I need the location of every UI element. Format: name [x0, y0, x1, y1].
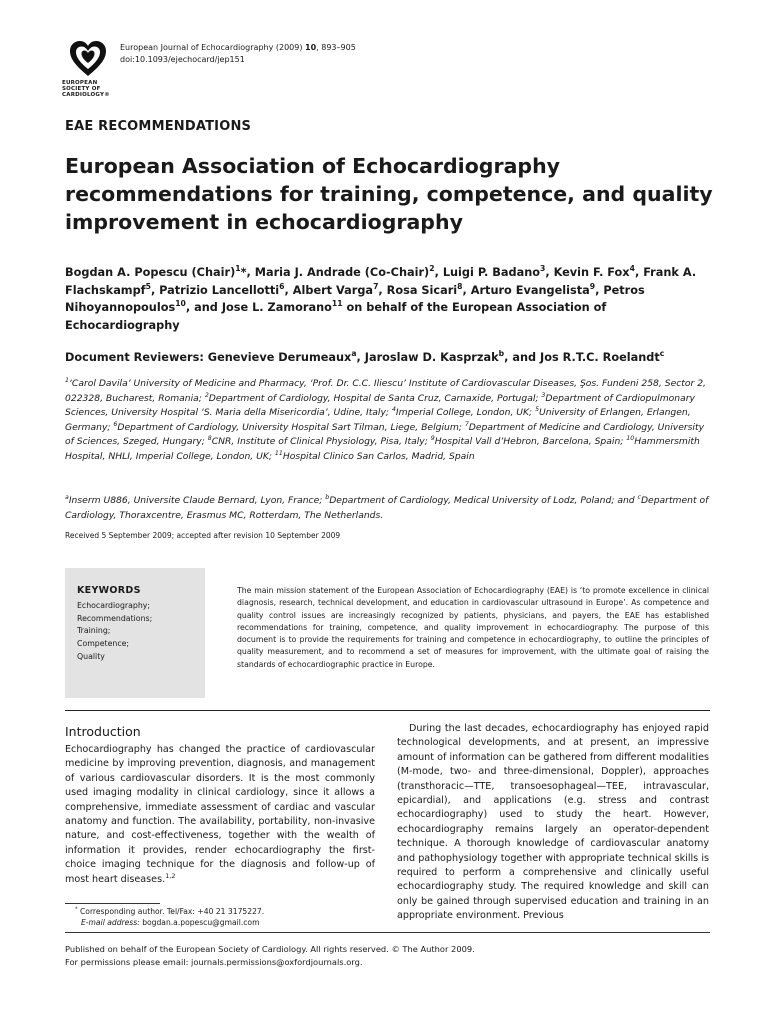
affiliations [65, 377, 715, 464]
affiliation-sup: 10 [626, 434, 635, 442]
reviewer-name: and Jos R.T.C. Roelandt [512, 351, 660, 364]
abstract: The main mission statement of the European Association of Echocardiography (EAE) is ‘to promote excellence in clinical diagnosis, research, technical development, and education in cardiovascular ultrasound in Europe’. As competence and quality control issues are increasingly recognized by patients, physicians, and payers, the EAE has established recommendations for training, competence, and quality improvement in echocardiography. The purpose of this document is to provide the requirements for training and competence in echocardiography, to outline the principles of quality measurement, and to recommend a set of measures for improvement, with the ultimate goal of raising the standards of echocardiographic practice in Europe. [237, 586, 709, 669]
publisher-notice [65, 943, 475, 969]
reviewer-name-sep: , [356, 351, 365, 364]
affiliation-sup: 4 [391, 405, 396, 413]
footnote-text: Corresponding author. Tel/Fax: +40 21 3175227. [77, 907, 265, 916]
publisher-line: Published on behalf of the European Society of Cardiology. All rights reserved. © The Author 2009. [65, 944, 475, 954]
corresponding-author-footnote [75, 906, 264, 928]
email-link[interactable]: bogdan.a.popescu@gmail.com [139, 918, 260, 927]
author-name: Bogdan A. Popescu (Chair) [65, 266, 236, 279]
author-name-sup: 8 [457, 281, 463, 291]
article-title: European Association of Echocardiography recommendations for training, competence, and quality improvement in echocardiography [65, 154, 713, 234]
reviewer-affiliations [65, 494, 715, 523]
author-name-sup: 4 [629, 264, 635, 274]
logo-line: CARDIOLOGY® [62, 92, 110, 98]
keywords-list [77, 600, 152, 664]
author-name: Arturo Evangelista [470, 283, 590, 297]
keyword-item: Training; [77, 626, 111, 636]
affiliation: Imperial College, London, UK; [395, 407, 536, 418]
pages: , 893–905 [316, 43, 356, 52]
author-name-sep: on behalf of the European Association of Echocardiography [65, 301, 607, 332]
author-name-sup: 10 [175, 299, 186, 309]
affiliation: CNR, Institute of Clinical Physiology, Pisa, Italy; [211, 436, 431, 447]
keywords-box [65, 568, 205, 698]
author-name: Frank A. Flachskampf [65, 266, 697, 297]
permissions-line: For permissions please email: journals.permissions@oxfordjournals.org. [65, 957, 363, 967]
author-name-sep: , [185, 301, 195, 314]
received-dates: Received 5 September 2009; accepted after revision 10 September 2009 [65, 531, 341, 540]
author-name: Patrizio Lancellotti [159, 283, 280, 297]
author-name-sep: , [545, 266, 554, 279]
author-name-sup: 7 [373, 281, 379, 291]
reviewer-affiliation-sup: a [65, 493, 69, 501]
affiliation-sup: 2 [204, 391, 209, 399]
esc-logo [62, 40, 114, 98]
author-name-sup: 1 [235, 264, 241, 274]
keyword-item: Echocardiography; [77, 601, 151, 610]
author-name: Petros Nihoyannopoulos [65, 283, 645, 314]
reviewer-name-sup: a [351, 349, 357, 359]
footnote-mark: * [75, 906, 78, 913]
reviewer-name: Jaroslaw D. Kasprzak [364, 351, 499, 364]
reviewer-affiliation: Department of Cardiology, Thoraxcentre, Erasmus MC, Rotterdam, The Netherlands. [65, 495, 709, 521]
keyword-item: Recommendations; [77, 613, 153, 623]
author-name-sep: , [462, 283, 471, 297]
author-name-sup: 3 [540, 264, 546, 274]
author-name: Maria J. Andrade (Co-Chair) [254, 266, 430, 279]
author-name: Kevin F. Fox [553, 266, 630, 279]
author-name-sup: 11 [331, 299, 343, 309]
keyword-item: Competence; [77, 639, 130, 649]
introduction-heading: Introduction [65, 724, 141, 739]
keyword-item: Quality [77, 651, 105, 661]
reviewer-affiliation: Department of Cardiology, Medical University of Lodz, Poland; and [329, 495, 638, 506]
affiliation-sup: 8 [207, 434, 212, 442]
author-name-sep: *, [240, 266, 255, 279]
logo-line: SOCIETY OF [62, 86, 101, 92]
affiliation: Department of Cardiology, University Hospital Sart Tilman, Liege, Belgium; [117, 421, 465, 433]
affiliation-sup: 6 [113, 420, 118, 428]
affiliation-sup: 7 [464, 420, 469, 428]
affiliation-sup: 5 [535, 405, 540, 413]
author-name: Rosa Sicari [386, 283, 458, 297]
author-name-sup: 6 [279, 281, 285, 291]
reviewer-affiliation-sup: c [637, 493, 641, 501]
heart-logo-icon [68, 40, 108, 78]
reference-marker[interactable]: 1,2 [165, 871, 176, 880]
journal-citation [120, 42, 356, 66]
section-divider [65, 710, 710, 711]
affiliation-sup: 11 [274, 449, 283, 457]
author-name: Albert Varga [292, 283, 374, 297]
reviewer-name-sup: b [498, 349, 505, 359]
reviewer-list [65, 350, 715, 366]
intro-paragraph: Echocardiography has changed the practice of cardiovascular medicine by improving prevention, diagnosis, and management of various cardiovascular disorders. It is the most commonly used imaging modality in clinical cardiology, since it allows a comprehensive, immediate assessment of cardiac and vascular anatomy and function. The availability, portability, non-invasive nature, and cost-effectiveness, together with the wealth of information it provides, render echocardiography the first-choice imaging technique for the diagnosis and follow-up of most heart diseases. [65, 744, 375, 885]
body-column-left [65, 743, 375, 887]
affiliation-sup: 9 [430, 434, 435, 442]
author-name: Luigi P. Badano [442, 266, 540, 279]
reviewer-name-sup: c [659, 349, 665, 359]
author-name-sup: 5 [145, 281, 151, 291]
reviewer-affiliation-sup: b [325, 493, 330, 501]
keywords-title: KEYWORDS [77, 585, 141, 596]
affiliation-sup: 3 [541, 391, 546, 399]
section-label: EAE RECOMMENDATIONS [65, 119, 252, 134]
affiliation-sup: 1 [65, 376, 69, 384]
logo-wordmark [62, 80, 114, 98]
reviewer-name: Genevieve Derumeaux [207, 351, 352, 364]
author-name-sep: , [150, 283, 160, 297]
affiliation: Department of Cardiopulmonary Sciences, University Hospital ‘S. Maria della Misericordia’, Udine, Italy; [65, 392, 695, 418]
author-name-sup: 9 [589, 281, 596, 291]
affiliation: University of Erlangen, Erlangen, Germany; [65, 407, 691, 433]
body-column-right [397, 722, 709, 924]
affiliation: Hospital Clinico San Carlos, Madrid, Spain [282, 450, 475, 462]
author-name-sep: , [378, 283, 387, 297]
email-label: E-mail address: [81, 918, 140, 927]
doi[interactable]: doi:10.1093/ejechocard/jep151 [120, 55, 245, 64]
affiliation: Department of Cardiology, Hospital de Santa Cruz, Carnaxide, Portugal; [208, 392, 542, 404]
author-name-sep: , [595, 283, 604, 297]
author-name-sep: , [284, 283, 293, 297]
author-name-sep: , [634, 266, 644, 279]
publisher-divider [65, 932, 710, 933]
footnote-divider [65, 903, 160, 904]
author-name-sup: 2 [429, 264, 435, 274]
logo-line: EUROPEAN [62, 80, 98, 86]
affiliation: Hospital Vall d’Hebron, Barcelona, Spain; [434, 436, 627, 447]
intro-paragraph: During the last decades, echocardiography has enjoyed rapid technological developments, and at present, an impressive amount of information can be gathered from different modalities (M-mode, two- and three-dimensional, Doppler), approaches (transthoracic—TTE, transoesophageal—TEE, intravascular, epicardial), and applications (e.g. stress and contrast echocardiography) used to study the heart. However, echocardiography remains largely an operator-dependent technique. A thorough knowledge of cardiovascular anatomy and pathophysiology together with appropriate technical skills is required to perform a comprehensive and clinically useful echocardiography study. The required knowledge and skill can only be gained through supervised education and training in an appropriate environment. Previous [397, 723, 709, 922]
affiliation: Hammersmith Hospital, NHLI, Imperial College, London, UK; [65, 436, 700, 462]
citation-text: European Journal of Echocardiography (2009) [120, 43, 306, 52]
reviewer-affiliation: Inserm U886, Universite Claude Bernard, Lyon, France; [68, 495, 326, 506]
reviewers-label: Document Reviewers: [65, 351, 208, 364]
author-name: and Jose L. Zamorano [194, 301, 332, 314]
reviewer-name-sep: , [504, 351, 513, 364]
author-list [65, 264, 715, 334]
author-name-sep: , [434, 266, 443, 279]
volume: 10 [305, 43, 317, 52]
affiliation: Department of Medicine and Cardiology, University of Sciences, Szeged, Hungary; [65, 421, 705, 447]
affiliation: ‘Carol Davila’ University of Medicine and Pharmacy, ‘Prof. Dr. C.C. Iliescu’ Institute of Cardiovascular Diseases, Şos. Fundeni 258, Sector 2, 022328, Bucharest, Romania; [65, 378, 706, 404]
